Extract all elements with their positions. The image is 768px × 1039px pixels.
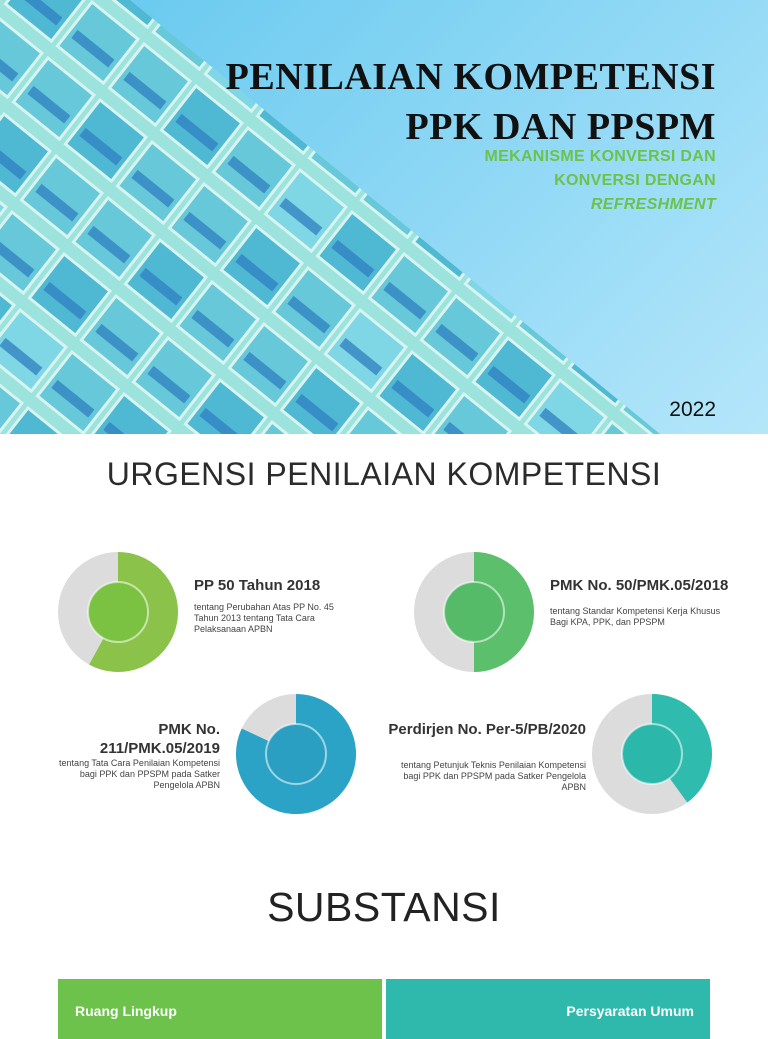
main-title-line-2: PPK DAN PPSPM — [405, 106, 716, 148]
donut-chart-pmk50 — [414, 552, 534, 672]
desc-line: Tahun 2013 tentang Tata Cara — [194, 613, 315, 623]
regulation-title-pmk50: PMK No. 50/PMK.05/2018 — [550, 577, 729, 594]
donut-center — [266, 724, 326, 784]
main-title — [226, 52, 716, 152]
desc-line: bagi PPK dan PPSPM pada Satker Pengelola — [403, 771, 586, 781]
facade-window-pane — [523, 212, 566, 250]
desc-line: Pelaksanaan APBN — [194, 624, 273, 634]
facade-window — [249, 0, 330, 55]
regulation-desc-perdirjen — [401, 760, 586, 793]
regulation-title-perdirjen: Perdirjen No. Per-5/PB/2020 — [388, 721, 586, 738]
desc-line: Bagi KPA, PPK, dan PPSPM — [550, 617, 665, 627]
facade-window-pane — [575, 254, 618, 292]
persyaratan-umum-box — [386, 979, 710, 1039]
subtitle-line-2: KONVERSI DENGAN — [554, 172, 716, 189]
facade-window-pane — [627, 296, 670, 334]
facade-window — [197, 0, 278, 13]
substansi-title: SUBSTANSI — [267, 884, 501, 930]
main-title-line-1: PENILAIAN KOMPETENSI — [225, 56, 716, 98]
donut-center — [444, 582, 504, 642]
regulation-title-pp50: PP 50 Tahun 2018 — [194, 577, 321, 594]
facade-window — [717, 352, 768, 433]
ruang-lingkup-label: Ruang Lingkup — [75, 1003, 177, 1019]
substansi-slide — [0, 854, 768, 1024]
donut-center — [88, 582, 148, 642]
persyaratan-umum-label: Persyaratan Umum — [566, 1003, 694, 1019]
desc-line: APBN — [561, 782, 586, 792]
title-line: PMK No. — [158, 721, 220, 738]
regulation-desc-pp50 — [194, 602, 334, 635]
donut-chart-pp50 — [58, 552, 178, 672]
urgensi-title: URGENSI PENILAIAN KOMPETENSI — [106, 456, 662, 492]
desc-line: tentang Perubahan Atas PP No. 45 — [194, 602, 334, 612]
facade-window — [613, 268, 694, 349]
donut-center — [622, 724, 682, 784]
desc-line: tentang Tata Cara Penilaian Kompetensi — [59, 758, 220, 768]
donut-chart-perdirjen — [592, 694, 712, 814]
subtitle-line-3: REFRESHMENT — [590, 196, 716, 213]
desc-line: bagi PPK dan PPSPM pada Satker — [79, 769, 220, 779]
regulation-desc-pmk50 — [550, 606, 720, 628]
year-label: 2022 — [669, 398, 716, 421]
regulation-desc-pmk211 — [59, 758, 220, 791]
urgensi-slide — [0, 434, 768, 854]
donut-chart-pmk211 — [236, 694, 356, 814]
subtitle-line-1: MEKANISME KONVERSI DAN — [484, 148, 716, 165]
subtitle — [484, 145, 716, 217]
ruang-lingkup-box — [58, 979, 382, 1039]
facade-window — [665, 310, 746, 391]
desc-line: tentang Standar Kompetensi Kerja Khusus — [550, 606, 721, 616]
facade-window — [561, 226, 642, 307]
desc-line: Pengelola APBN — [153, 780, 220, 790]
facade-window-pane — [263, 2, 306, 40]
facade-window-pane — [731, 380, 768, 418]
desc-line: tentang Petunjuk Teknis Penilaian Kompetensi — [401, 760, 586, 770]
regulation-title-pmk211 — [100, 720, 220, 758]
facade-window-pane — [679, 338, 722, 376]
hero-slide — [0, 0, 768, 434]
title-line: 211/PMK.05/2019 — [99, 740, 220, 757]
